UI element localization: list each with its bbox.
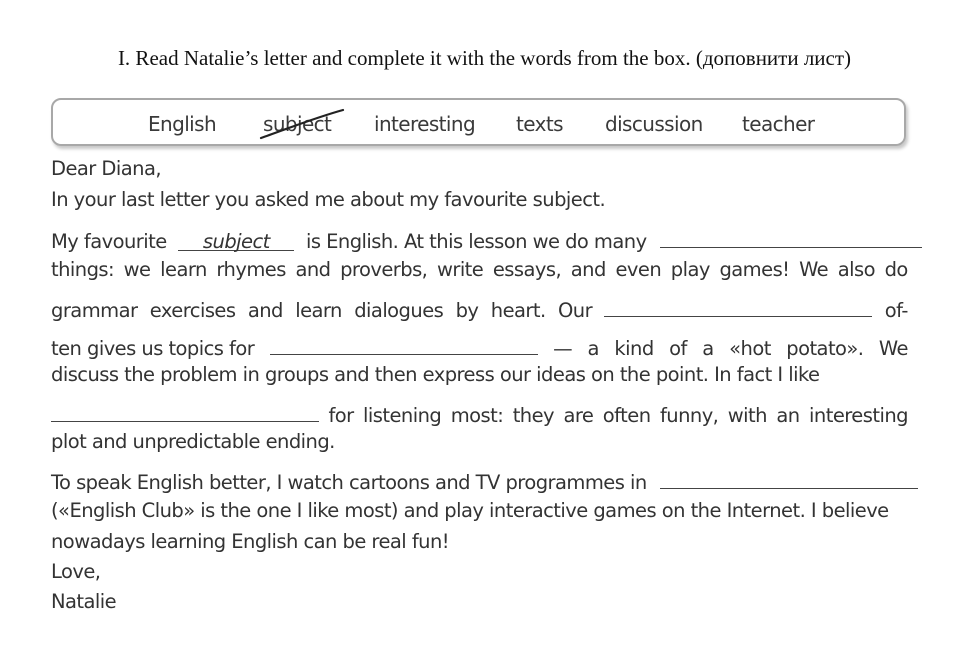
task-instruction: I. Read Natalie’s letter and complete it with the words from the box. (доповнити лист) — [117, 46, 852, 70]
word: they — [512, 404, 555, 427]
word: an — [776, 404, 800, 427]
letter-line-4 — [51, 296, 908, 322]
line-5-start: ten gives us topics for — [51, 337, 255, 360]
word: often — [602, 404, 651, 427]
answer-blank-4[interactable] — [270, 334, 538, 355]
word: proverbs, — [340, 258, 428, 281]
word: potato». — [786, 337, 864, 360]
letter-line-10: («English Club» is the one I like most) and play interactive games on the Internet. I believe — [51, 499, 889, 522]
letter-signature: Natalie — [51, 590, 117, 613]
line-9-text: To speak English better, I watch cartoons and TV programmes in — [51, 471, 647, 494]
word: interesting — [809, 404, 908, 427]
word: learn — [160, 258, 207, 281]
word: «hot — [729, 337, 771, 360]
line-2-end: is English. At this lesson we do many — [306, 230, 647, 253]
word: with — [727, 404, 767, 427]
letter-line-2 — [51, 227, 922, 253]
word: for — [328, 404, 354, 427]
letter-line-6: discuss the problem in groups and then express our ideas on the point. In fact I like — [51, 363, 820, 386]
letter-line-5 — [51, 334, 908, 360]
answer-blank-1[interactable]: subject — [178, 230, 294, 251]
word: rhymes — [216, 258, 286, 281]
word: things: — [51, 258, 115, 281]
word: a — [702, 337, 714, 360]
word: kind — [614, 337, 654, 360]
word: grammar — [51, 299, 138, 322]
word-teacher: teacher — [742, 112, 815, 136]
word: most: — [450, 404, 504, 427]
letter-line-9 — [51, 468, 918, 494]
word: a — [587, 337, 599, 360]
word: — — [553, 337, 573, 360]
letter-greeting: Dear Diana, — [51, 157, 162, 180]
letter-line-8: plot and unpredictable ending. — [51, 430, 335, 453]
word-box — [51, 98, 906, 146]
word-interesting: interesting — [374, 112, 476, 136]
word: also — [837, 258, 875, 281]
word: funny, — [659, 404, 719, 427]
word: essays, — [492, 258, 562, 281]
word: are — [563, 404, 594, 427]
word: We — [799, 258, 829, 281]
word: write — [436, 258, 484, 281]
letter-closing: Love, — [51, 560, 101, 583]
word: of- — [884, 299, 908, 322]
word: play — [670, 258, 710, 281]
answer-blank-2[interactable] — [660, 227, 922, 248]
answer-blank-5[interactable] — [51, 401, 319, 422]
answer-blank-6[interactable] — [660, 468, 918, 489]
word: of — [669, 337, 687, 360]
word: and — [570, 258, 606, 281]
word-discussion: discussion — [605, 112, 703, 136]
word: do — [884, 258, 908, 281]
word: heart. — [490, 299, 546, 322]
answer-blank-3[interactable] — [604, 296, 872, 317]
word: Our — [558, 299, 593, 322]
letter-line-11: nowadays learning English can be real fun! — [51, 530, 450, 553]
letter-line-7 — [51, 401, 908, 427]
letter-line-1: In your last letter you asked me about my favourite subject. — [51, 188, 606, 211]
word-english: English — [148, 112, 217, 136]
word: even — [615, 258, 662, 281]
word: by — [455, 299, 479, 322]
word: We — [878, 337, 908, 360]
word: exercises — [149, 299, 236, 322]
line-2-start: My favourite — [51, 230, 167, 253]
word: dialogues — [354, 299, 444, 322]
word-subject-crossed: subject — [263, 112, 332, 136]
word: and — [295, 258, 331, 281]
word: and — [247, 299, 283, 322]
word: games! — [719, 258, 790, 281]
word-texts: texts — [516, 112, 563, 136]
word: learn — [295, 299, 342, 322]
word: listening — [363, 404, 442, 427]
word: we — [123, 258, 151, 281]
letter-line-3 — [51, 258, 908, 281]
strikethrough-mark — [259, 108, 345, 142]
